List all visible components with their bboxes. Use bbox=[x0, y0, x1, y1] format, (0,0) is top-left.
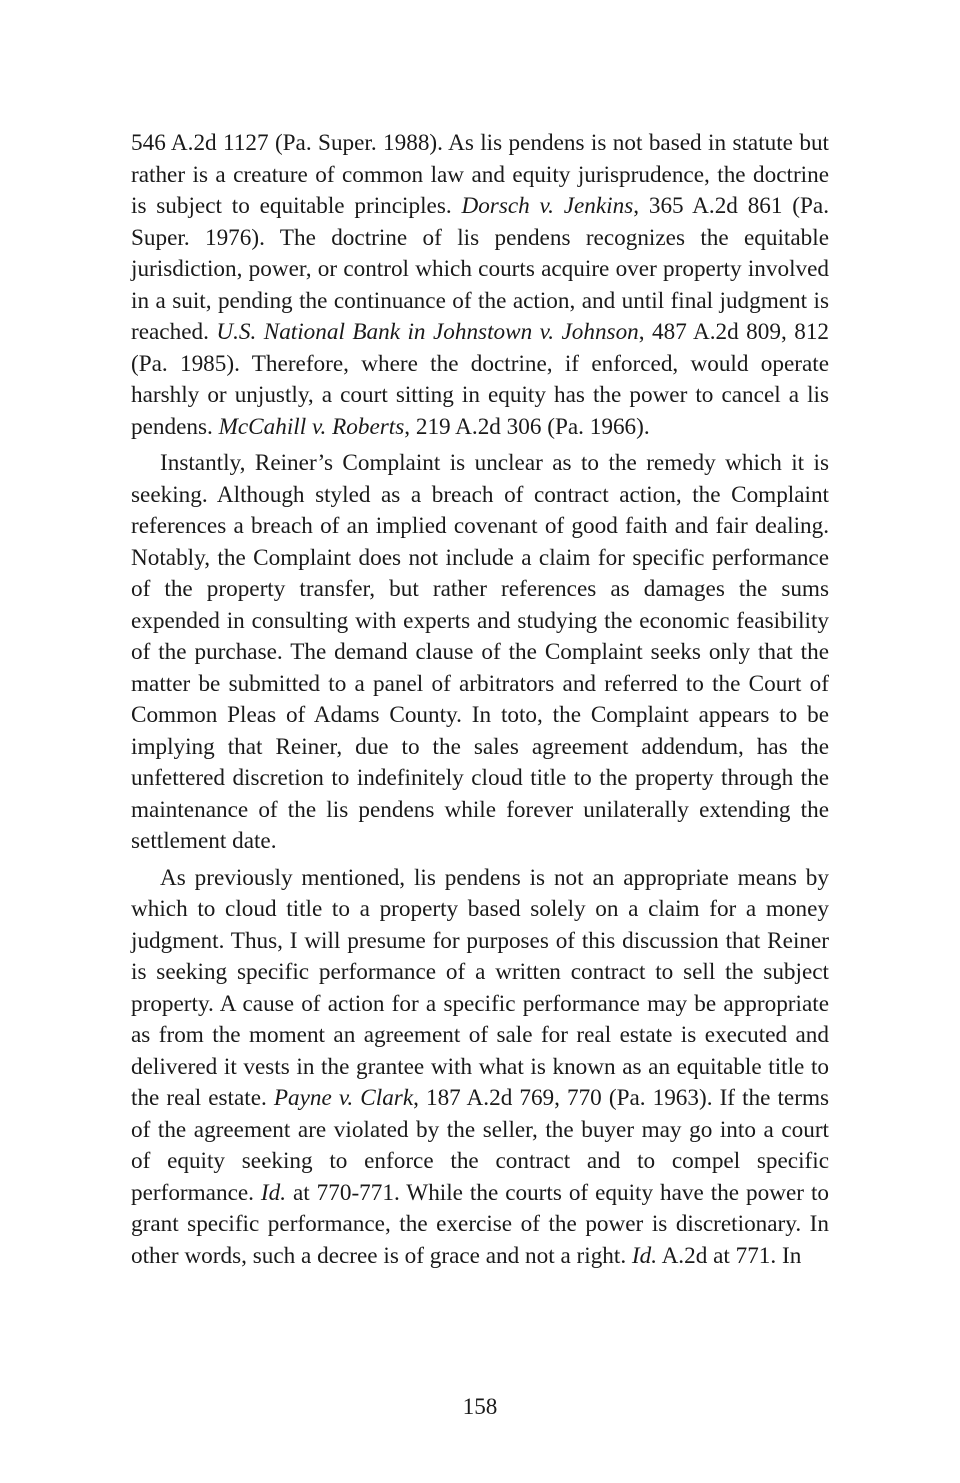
paragraph-1 bbox=[131, 128, 829, 443]
text-segment: , 365 A.2d 861 (Pa. Super. 1976). The doctrine of lis pendens recognizes the equitable jurisdiction, power, or control which courts acquire over property involved in a suit, pending the continuance of the action, and until final judgment is reached. bbox=[131, 193, 830, 345]
text-segment: , 219 A.2d 306 (Pa. 1966). bbox=[404, 413, 650, 440]
text-segment: , 487 A.2d 809, 812 (Pa. 1985). Therefore, where the doctrine, if enforced, would operate harshly or unjustly, a court sitting in equity has the power to cancel a lis pendens. bbox=[131, 319, 830, 440]
text-segment: Instantly, Reiner’s Complaint is unclear as to the remedy which it is seeking. Although styled as a breach of contract action, the Complaint references a breach of an implied covenant of good faith and fair dealing. Notably, the Complaint does not include a claim for specific performance of the property transfer, but rather references as damages the sums expended in consulting with experts and studying the economic feasibility of the purchase. The demand clause of the Complaint seeks only that the matter be submitted to a panel of arbitrators and referred to the Court of Common Pleas of Adams County. In toto, the Complaint appears to be implying that Reiner, due to the sales agreement addendum, has the unfettered discretion to indefinitely cloud title to the property through the maintenance of the lis pendens while forever unilaterally extending the settlement date. bbox=[131, 450, 829, 854]
case-citation: Id. bbox=[631, 1242, 658, 1269]
case-citation: Payne v. Clark bbox=[273, 1085, 414, 1111]
text-segment: As previously mentioned, lis pendens is not an appropriate means by which to cloud title to a property based solely on a claim for a money judgment. Thus, I will presume for purposes of this discussion that Reiner is seeking specific performance of a written contract to sell the subject property. A cause of action for a specific performance may be appropriate as from the moment an agreement of sale for real estate is executed and delivered it vests in the grantee with what is known as an equitable title to the real estate. bbox=[131, 864, 829, 1111]
case-citation: Id. bbox=[260, 1179, 287, 1206]
text-segment: , 187 A.2d 769, 770 (Pa. 1963). If the terms of the agreement are violated by the seller, the buyer may go into a court of equity seeking to enforce the contract and to compel specific performance. bbox=[131, 1085, 830, 1206]
case-citation: Dorsch v. Jenkins bbox=[461, 193, 634, 219]
paragraph-3 bbox=[131, 863, 829, 1273]
page-number: 158 bbox=[462, 1394, 498, 1420]
body-text bbox=[131, 128, 829, 1272]
case-citation: U.S. National Bank in Johnstown v. Johnson bbox=[216, 319, 639, 345]
paragraph-2 bbox=[131, 448, 829, 858]
case-citation: McCahill v. Roberts bbox=[218, 413, 405, 440]
text-segment: 546 A.2d 1127 (Pa. Super. 1988). As lis pendens is not based in statute but rather is a creature of common law and equity jurisprudence, the doctrine is subject to equitable principles. bbox=[131, 130, 829, 219]
text-segment: A.2d at 771. In bbox=[657, 1242, 802, 1269]
text-segment: at 770-771. While the courts of equity have the power to grant specific performance, the exercise of the power is discretionary. In other words, such a decree is of grace and not a right. bbox=[131, 1179, 829, 1269]
